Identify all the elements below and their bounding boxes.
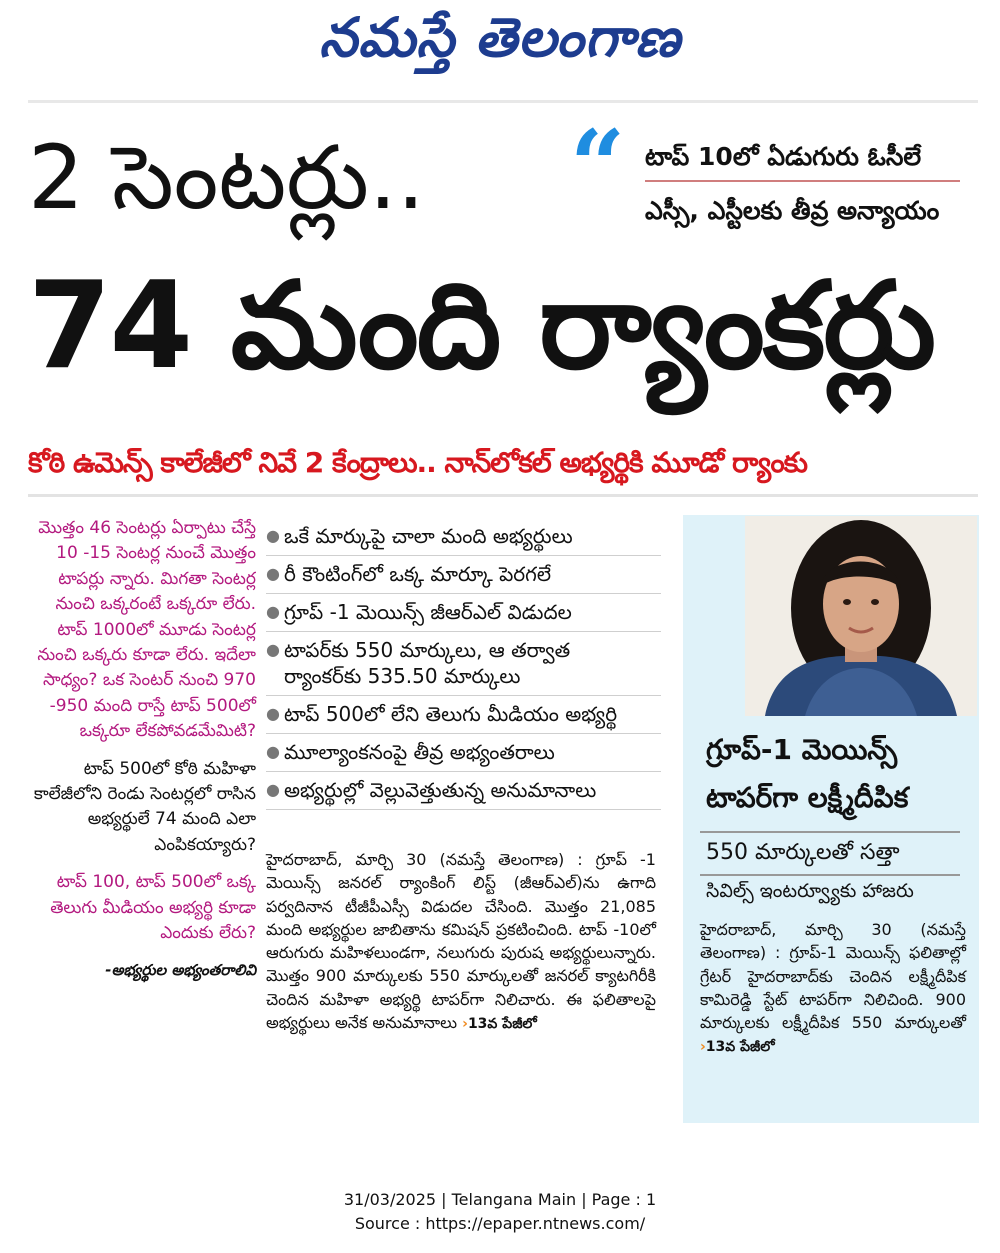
sidebar-subtitle-2: సివిల్స్ ఇంటర్వ్యూకు హాజరు bbox=[706, 880, 914, 902]
bullet-icon: ● bbox=[266, 564, 280, 583]
sidebar-body bbox=[700, 918, 966, 1060]
list-item bbox=[266, 518, 661, 556]
list-item bbox=[266, 632, 661, 696]
bullet-icon: ● bbox=[266, 526, 280, 545]
objection-text-3: టాప్ 100, టాప్ 500లో ఒక్క తెలుగు మీడియం అభ్యర్థి కూడా ఎందుకు లేరు? bbox=[50, 872, 256, 944]
continued-link[interactable] bbox=[462, 1016, 537, 1032]
continued-link-text: 13వ పేజీలో bbox=[705, 1039, 775, 1056]
sidebar-divider bbox=[700, 831, 960, 833]
list-item bbox=[266, 772, 661, 810]
list-item-text: టాప్ 500లో లేని తెలుగు మీడియం అభ్యర్థి bbox=[284, 702, 618, 726]
list-item bbox=[266, 696, 661, 734]
sidebar-divider bbox=[700, 874, 960, 876]
objection-text-2: టాప్ 500లో కోఠి మహిళా కాలేజీలోని రెండు సెంటర్లలో రాసిన అభ్యర్థులే 74 మంది ఎలా ఎంపికయ్యారు? bbox=[33, 758, 256, 855]
bullet-icon: ● bbox=[266, 780, 280, 799]
deck-line-1: టాప్ 10లో ఏడుగురు ఓసీలే bbox=[645, 142, 922, 171]
list-item-text: గ్రూప్ -1 మెయిన్స్ జీఆర్ఎల్ విడుదల bbox=[284, 600, 572, 624]
continued-link[interactable] bbox=[700, 1039, 775, 1055]
headline-line-2: 74 మంది ర్యాంకర్లు bbox=[28, 257, 934, 396]
masthead bbox=[0, 0, 1000, 84]
deck-divider bbox=[645, 180, 960, 182]
quote-icon: “ bbox=[570, 109, 626, 222]
subheadline-divider bbox=[28, 494, 978, 497]
continued-link-text: 13వ పేజీలో bbox=[467, 1016, 537, 1033]
objections-column bbox=[28, 516, 256, 983]
chevron-right-icon: › bbox=[700, 1039, 706, 1056]
list-item-text: అభ్యర్థుల్లో వెల్లువెత్తుతున్న అనుమానాలు bbox=[284, 778, 597, 802]
bullet-icon: ● bbox=[266, 704, 280, 723]
subheadline: కోఠి ఉమెన్స్ కాలేజీలో నివే 2 కేంద్రాలు.. నాన్‌లోకల్ అభ్యర్థికి మూడో ర్యాంకు bbox=[28, 446, 807, 479]
objections-signature: -అభ్యర్థుల అభ్యంతరాలివి bbox=[105, 960, 256, 979]
sidebar-subtitle-1: 550 మార్కులతో సత్తా bbox=[706, 840, 900, 865]
article-body-text: హైదరాబాద్, మార్చి 30 (నమస్తే తెలంగాణ) : గ్రూప్ -1 మెయిన్స్ జనరల్ ర్యాంకింగ్ లిస్ట్ (జీఆర్ఎల్)ను ఉగాది పర్వదినాన టీజీపీఎస్సీ విడుదల చేసింది. మొత్తం 21,085 మంది అభ్యర్థుల జాబితాను కమిషన్ ప్రకటించింది. టాప్ -10లో ఆరుగురు మహిళలుండగా, నలుగురు పురుష అభ్యర్థులున్నారు. మొత్తం 900 మార్కులకు 550 మార్కులతో జనరల్ క్యాటగిరీకి చెందిన మహిళా అభ్యర్థి టాపర్‌గా నిలిచారు. ఈ ఫలితాలపై అభ్యర్థులు అనేక అనుమానాలు bbox=[266, 850, 656, 1033]
list-item bbox=[266, 594, 661, 632]
masthead-divider bbox=[28, 100, 978, 103]
bullet-icon: ● bbox=[266, 742, 280, 761]
chevron-right-icon: › bbox=[462, 1016, 468, 1033]
list-item-text: ఒకే మార్కుపై చాలా మంది అభ్యర్థులు bbox=[284, 524, 573, 548]
list-item bbox=[266, 734, 661, 772]
objection-text-1: మొత్తం 46 సెంటర్లు ఏర్పాటు చేస్తే 10 -15 సెంటర్ల నుంచే మొత్తం టాపర్లు న్నారు. మిగతా సెంటర్ల నుంచి ఒక్కరంటే ఒక్కరూ లేరు. టాప్ 1000లో మూడు సెంటర్ల నుంచి ఒక్కరు కూడా లేరు. ఇదేలా సాధ్యం? ఒక సెంటర్ నుంచి 970 -950 మంది రాస్తే టాప్ 500లో ఒక్కరూ లేకపోవడమేమిటి? bbox=[37, 518, 256, 742]
sidebar-body-text: హైదరాబాద్, మార్చి 30 (నమస్తే తెలంగాణ) : గ్రూప్-1 మెయిన్స్ ఫలితాల్లో గ్రేటర్ హైదరాబాద్‌కు చెందిన లక్ష్మీదీపిక కామిరెడ్డి స్టేట్ టాపర్‌గా నిలిచింది. 900 మార్కులకు లక్ష్మీదీపిక 550 మార్కులతో bbox=[700, 920, 966, 1033]
page-footer-source: Source : https://epaper.ntnews.com/ bbox=[354, 1214, 646, 1233]
bullet-icon: ● bbox=[266, 640, 280, 659]
deck-line-2: ఎస్సీ, ఎస్టీలకు తీవ్ర అన్యాయం bbox=[645, 196, 940, 225]
list-item-text: టాపర్‌కు 550 మార్కులు, ఆ తర్వాత ర్యాంకర్‌కు 535.50 మార్కులు bbox=[284, 638, 571, 688]
topper-photo bbox=[745, 516, 977, 716]
list-item bbox=[266, 556, 661, 594]
list-item-text: రీ కౌంటింగ్‌లో ఒక్క మార్కూ పెరగలే bbox=[284, 562, 552, 586]
masthead-logo-text: నమస్తే తెలంగాణ bbox=[319, 6, 681, 69]
headline-line-1: 2 సెంటర్లు.. bbox=[28, 126, 425, 229]
bullet-icon: ● bbox=[266, 602, 280, 621]
highlights-list bbox=[266, 518, 661, 810]
article-body bbox=[266, 848, 656, 1036]
sidebar-title-line-2: టాపర్‌గా లక్ష్మీదీపిక bbox=[706, 781, 909, 814]
list-item-text: మూల్యాంకనంపై తీవ్ర అభ్యంతరాలు bbox=[284, 740, 555, 764]
sidebar-title-line-1: గ్రూప్-1 మెయిన్స్ bbox=[706, 733, 898, 766]
page-footer-info: 31/03/2025 | Telangana Main | Page : 1 bbox=[343, 1190, 657, 1209]
